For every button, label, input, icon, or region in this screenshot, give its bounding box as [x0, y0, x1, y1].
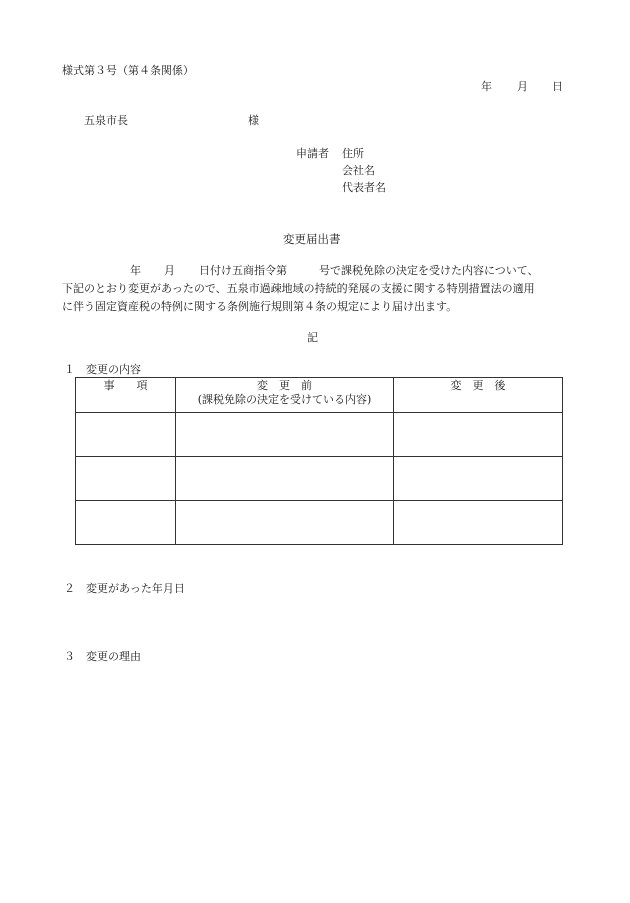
- date-day: 日: [552, 80, 563, 93]
- cell-after[interactable]: [394, 413, 563, 457]
- applicant-representative: 代表者名: [342, 181, 386, 194]
- section2-heading: ２ 変更があった年月日: [64, 582, 185, 595]
- cell-after[interactable]: [394, 501, 563, 545]
- cell-item[interactable]: [76, 413, 176, 457]
- header-before: [176, 378, 394, 413]
- section3-heading: ３ 変更の理由: [64, 650, 141, 663]
- cell-before[interactable]: [176, 457, 394, 501]
- header-before-label: 変 更 前: [257, 379, 312, 392]
- date-year: 年: [481, 80, 492, 93]
- cell-item[interactable]: [76, 501, 176, 545]
- cell-item[interactable]: [76, 457, 176, 501]
- ki-heading: 記: [307, 331, 318, 344]
- section1-heading: １ 変更の内容: [64, 363, 141, 376]
- form-number: 様式第３号（第４条関係）: [62, 64, 194, 77]
- header-before-note: (課税免除の決定を受けている内容): [197, 393, 372, 406]
- table-row: [76, 413, 563, 457]
- addressee-honorific: 様: [248, 114, 259, 127]
- header-after: 変 更 後: [394, 378, 563, 413]
- table-header-row: [76, 378, 563, 413]
- header-item: 事 項: [76, 378, 176, 413]
- change-table: [75, 377, 563, 545]
- date-month: 月: [517, 80, 528, 93]
- addressee-mayor: 五泉市長: [84, 114, 128, 127]
- applicant-address: 住所: [342, 147, 364, 160]
- body-paragraph: [62, 262, 572, 316]
- document-title: 変更届出書: [283, 232, 341, 246]
- body-line-3: に伴う固定資産税の特例に関する条例施行規則第４条の規定により届け出ます。: [62, 300, 458, 313]
- table-row: [76, 457, 563, 501]
- cell-before[interactable]: [176, 501, 394, 545]
- applicant-company: 会社名: [342, 164, 375, 177]
- body-month: 月: [164, 264, 175, 277]
- body-number-suffix: 号で課税免除の決定を受けた内容について、: [319, 264, 539, 277]
- body-line-2: 下記のとおり変更があったので、五泉市過疎地域の持続的発展の支援に関する特別措置法の適用: [62, 282, 535, 295]
- body-year: 年: [130, 264, 141, 277]
- applicant-label: 申請者: [296, 147, 329, 160]
- body-line-1: [62, 262, 572, 280]
- table-row: [76, 501, 563, 545]
- cell-after[interactable]: [394, 457, 563, 501]
- cell-before[interactable]: [176, 413, 394, 457]
- body-dated: 日付け五商指令第: [199, 264, 287, 277]
